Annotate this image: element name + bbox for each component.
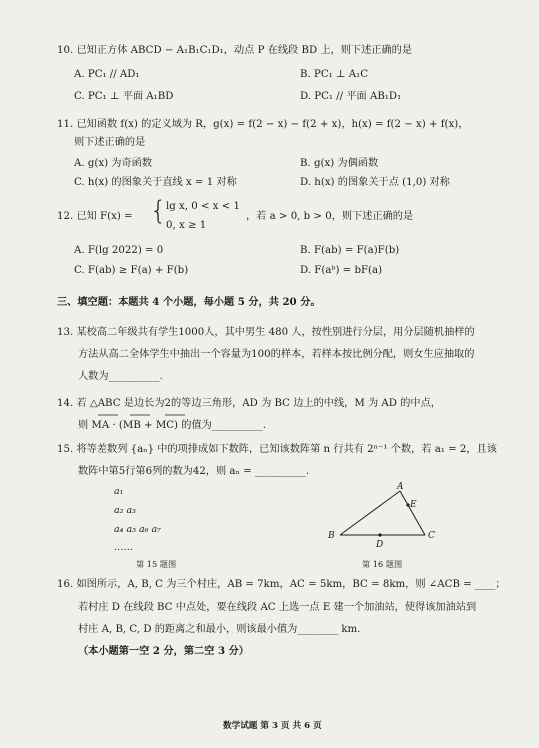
- q10-option-b: B. PC₁ ⊥ A₁C: [300, 69, 368, 80]
- q12-option-d: D. F(aᵇ) = bF(a): [300, 265, 383, 276]
- q12-piece1: lg x, 0 < x < 1: [166, 201, 240, 212]
- q11-option-c: C. h(x) 的图象关于直线 x = 1 对称: [74, 177, 237, 188]
- q11-option-b: B. g(x) 为偶函数: [300, 158, 379, 169]
- array-row-1: a₁: [114, 486, 124, 497]
- q14-line1: 14. 若 △ABC 是边长为2的等边三角形，AD 为 BC 边上的中线，M 为 AD 的中点，: [57, 398, 441, 409]
- q10-option-a: A. PC₁ // AD₁: [74, 69, 140, 80]
- q13-line3: 人数为__________.: [78, 371, 163, 382]
- q12-stem-suffix: ，若 a > 0, b > 0，则下述正确的是: [246, 211, 414, 222]
- q16-line2: 若村庄 D 在线段 BC 中点处，要在线段 AC 上选一点 E 建一个加油站，使得该加油站到: [78, 602, 477, 613]
- vertex-label-c: C: [428, 531, 435, 541]
- q14-line2: 则 MA · (MB + MC) 的值为__________.: [78, 420, 267, 431]
- q10-stem: 10. 已知正方体 ABCD − A₁B₁C₁D₁，动点 P 在线段 BD 上，则下述正确的是: [57, 45, 413, 56]
- q11-option-d: D. h(x) 的图象关于点 (1,0) 对称: [300, 177, 450, 188]
- q12-option-b: B. F(ab) = F(a)F(b): [300, 245, 400, 256]
- q16-line3: 村庄 A, B, C, D 的距离之和最小，则该最小值为________ km.: [78, 624, 361, 635]
- piecewise-brace: {: [150, 196, 167, 226]
- q12-option-c: C. F(ab) ≥ F(a) + F(b): [74, 265, 189, 276]
- q10-option-d: D. PC₁ // 平面 AB₁D₁: [300, 91, 402, 102]
- array-row-2: a₂ a₃: [114, 505, 136, 516]
- q11-stem: 11. 已知函数 f(x) 的定义域为 R，g(x) = f(2 − x) − f(2 + x)，h(x) = f(2 − x) + f(x)，: [57, 119, 469, 130]
- q12-stem-prefix: 12. 已知 F(x) =: [57, 211, 133, 222]
- q16-line4: （本小题第一空 2 分，第二空 3 分）: [78, 645, 249, 657]
- q15-line2: 数阵中第5行第6列的数为42，则 aₙ = __________.: [78, 466, 310, 477]
- array-row-3: a₄ a₅ a₆ a₇: [114, 524, 161, 535]
- q12-piece2: 0, x ≥ 1: [166, 220, 207, 231]
- q13-line1: 13. 某校高二年级共有学生1000人，其中男生 480 人，按性别进行分层，用分层随机抽样的: [57, 327, 475, 338]
- fig15-caption: 第 15 题图: [136, 559, 177, 569]
- point-label-d: D: [376, 540, 384, 550]
- page-footer: 数学试题 第 3 页 共 6 页: [223, 721, 322, 731]
- vertex-label-b: B: [328, 531, 335, 541]
- vertex-label-a: A: [397, 482, 404, 492]
- q11-stem2: 则下述正确的是: [74, 137, 146, 148]
- q11-option-a: A. g(x) 为奇函数: [74, 158, 153, 169]
- q13-line2: 方法从高二全体学生中抽出一个容量为100的样本，若样本按比例分配，则女生应抽取的: [78, 349, 475, 360]
- q15-line1: 15. 将等差数列 {aₙ} 中的项排成如下数阵，已知该数阵第 n 行共有 2ⁿ⁻¹ 个数，若 a₁ = 2，且该: [57, 444, 497, 455]
- section-heading: 三、填空题：本题共 4 个小题，每小题 5 分，共 20 分。: [57, 296, 321, 308]
- point-label-e: E: [410, 500, 417, 510]
- fig16-caption: 第 16 题图: [362, 559, 403, 569]
- q10-option-c: C. PC₁ ⊥ 平面 A₁BD: [74, 91, 174, 102]
- array-row-4: ……: [114, 542, 133, 553]
- q16-line1: 16. 如图所示，A, B, C 为三个村庄，AB = 7km，AC = 5km，BC = 8km，则 ∠ACB = ____；: [57, 579, 506, 590]
- q12-option-a: A. F(lg 2022) = 0: [74, 245, 164, 256]
